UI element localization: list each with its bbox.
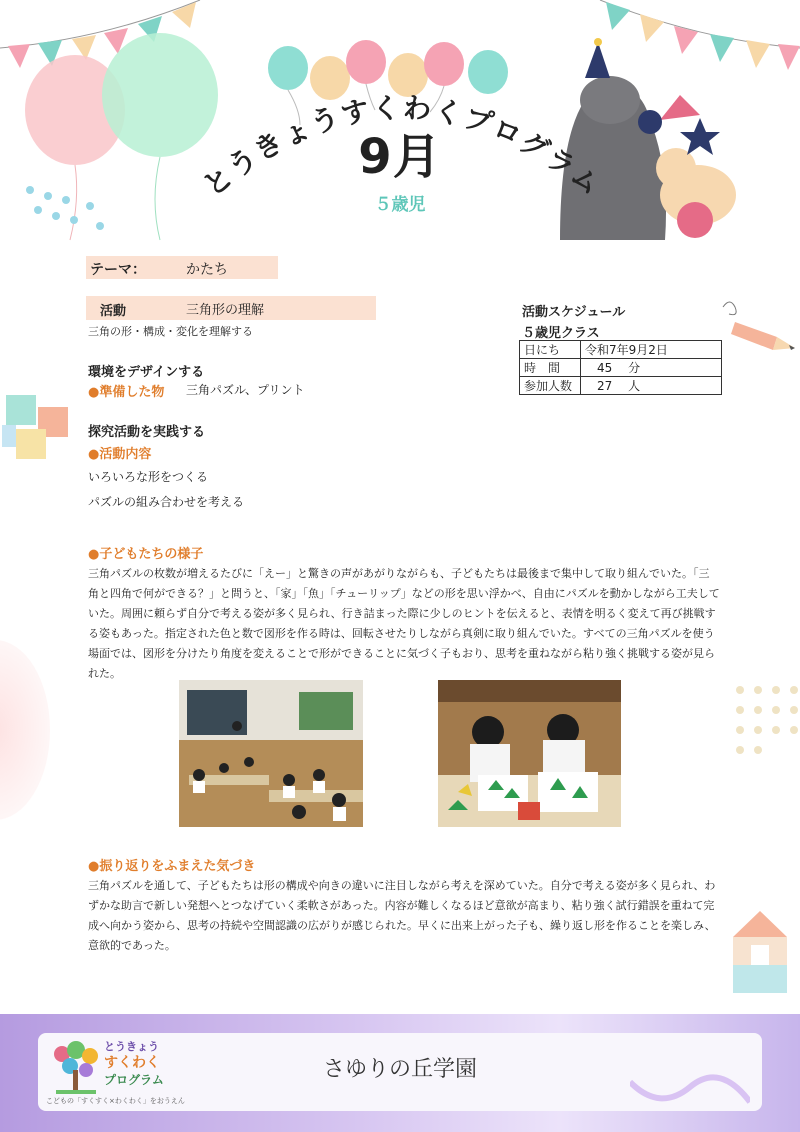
- school-name: さゆりの丘学園: [322, 1057, 477, 1082]
- logo-line2: すくわく: [104, 1055, 160, 1071]
- classroom-photo: [179, 680, 363, 827]
- pencil-decoration: [715, 292, 800, 362]
- practice-heading: 探究活動を実践する: [88, 425, 206, 440]
- schedule-cell-label: 時 間: [520, 359, 581, 377]
- activity-content-label: ●活動内容: [88, 447, 152, 462]
- puzzle-pieces-decoration: [0, 385, 80, 475]
- dots-decoration: [730, 680, 800, 760]
- schedule-row: [520, 341, 722, 359]
- schedule-cell-value: 27 人: [581, 377, 722, 395]
- schedule-cell-value: 令和7年9月2日: [581, 341, 722, 359]
- schedule-class: ５歳児クラス: [522, 326, 600, 341]
- schedule-cell-value: 45 分: [581, 359, 722, 377]
- activity-content-item: いろいろな形をつくる: [88, 470, 209, 484]
- environment-heading: 環境をデザインする: [88, 365, 205, 380]
- logo-line1: とうきょう: [104, 1040, 159, 1053]
- schedule-title: 活動スケジュール: [522, 305, 626, 320]
- logo-tagline: こどもの「すくすく×わくわく」をおうえん: [46, 1097, 185, 1105]
- activity-value: 三角形の理解: [186, 303, 265, 318]
- puzzle-activity-photo: [438, 680, 621, 827]
- prepared-value: 三角パズル、プリント: [186, 383, 305, 397]
- children-heading: ●子どもたちの様子: [88, 547, 204, 562]
- month-title: 9月: [358, 129, 442, 185]
- program-title: とうきょうすくわくプログラム: [196, 91, 608, 204]
- children-body: 三角パズルの枚数が増えるたびに「えー」と驚きの声があがりながらも、子どもたちは最後まで集中して取り組んでいた。「三角と四角で何ができる？」と問うと、「家」「魚」「チューリップ」などの形を思い浮かべ、自由にパズルを動かしながら工夫していた。周囲に頼らず自分で考える姿が多く見られ、行き詰まった際に少しのヒントを伝えると、表情を明るく変えて再び挑戦する姿もあった。指定された色と数で図形を作る時は、回転させたりしながら真剣に取り組んでいた。すべての三角パズルを使う場面では、図形を分けたり角度を変えることで形ができることに気づく子もおり、思考を重ねながら粘り強く挑戦する姿が見られた。: [88, 567, 720, 680]
- schedule-row: [520, 377, 722, 395]
- schedule-row: [520, 359, 722, 377]
- block-house-decoration: [725, 905, 795, 995]
- activity-content-item: パズルの組み合わせを考える: [88, 495, 245, 509]
- theme-value: かたち: [186, 262, 228, 278]
- schedule-cell-label: 日にち: [520, 341, 581, 359]
- reflection-heading: ●振り返りをふまえた気づき: [88, 859, 256, 874]
- schedule-cell-label: 参加人数: [520, 377, 581, 395]
- age-group: ５歳児: [374, 195, 426, 215]
- activity-label: 活動: [100, 304, 127, 319]
- ribbon-decoration: [630, 1062, 750, 1132]
- prepared-label: ●準備した物: [88, 385, 165, 400]
- schedule-table: [519, 340, 722, 395]
- theme-label: テーマ：: [90, 262, 146, 278]
- activity-description: 三角の形・構成・変化を理解する: [88, 325, 253, 338]
- reflection-body: 三角パズルを通して、子どもたちは形の構成や向きの違いに注目しながら考えを深めていた。自分で考える姿が多く見られ、わずかな助言で新しい発想へとつなげていく柔軟さがあった。内容が難しくなるほど意欲が高まり、粘り強く試行錯誤を重ねて完成へ向かう姿から、思考の持続や空間認識の広がりが感じられた。早くに出来上がった子も、繰り返し形を作ることを楽しみ、意欲的であった。: [88, 879, 716, 952]
- logo-line3: プログラム: [104, 1073, 164, 1087]
- pink-glow-decoration: [0, 640, 50, 820]
